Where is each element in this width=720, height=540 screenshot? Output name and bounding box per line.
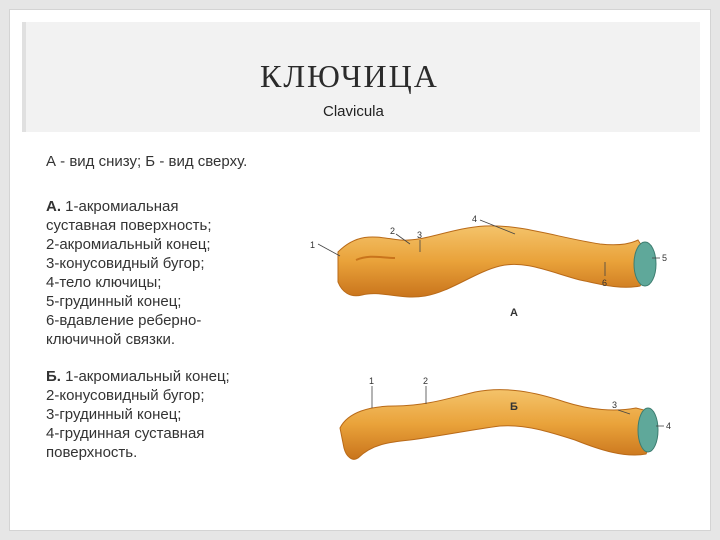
marker-a-4: 4	[472, 214, 478, 224]
clavicle-view-a	[310, 214, 667, 319]
block-a-letter: А.	[46, 198, 61, 215]
block-b	[46, 367, 311, 462]
marker-a-5: 5	[662, 253, 668, 263]
description-column	[46, 152, 311, 480]
marker-a-6: 6	[602, 278, 608, 288]
block-a-line: 3-конусовидный бугор;	[46, 255, 205, 272]
block-a-line: 4-тело ключицы;	[46, 274, 162, 291]
sternal-joint-a	[634, 242, 656, 286]
block-a-line: 6-вдавление реберно-	[46, 312, 202, 329]
slide	[9, 9, 711, 531]
sternal-joint-b	[638, 408, 658, 452]
marker-a-3: 3	[417, 230, 423, 240]
views-caption: А - вид снизу; Б - вид сверху.	[46, 153, 248, 170]
block-b-line: поверхность.	[46, 444, 138, 461]
view-a-label: А	[510, 307, 518, 319]
block-a-line: 1-акромиальная	[65, 198, 179, 215]
block-b-line: 1-акромиальный конец;	[65, 368, 230, 385]
block-a	[46, 197, 311, 349]
block-b-letter: Б.	[46, 368, 61, 385]
view-b-label: Б	[510, 401, 518, 413]
marker-b-4: 4	[666, 421, 672, 431]
marker-a-1: 1	[310, 240, 316, 250]
slide-subtitle: Clavicula	[323, 103, 384, 120]
marker-b-1: 1	[369, 376, 375, 386]
block-b-line: 4-грудинная суставная	[46, 425, 205, 442]
clavicle-figure	[300, 200, 680, 490]
marker-b-2: 2	[423, 376, 429, 386]
block-b-line: 2-конусовидный бугор;	[46, 387, 205, 404]
slide-title: КЛЮЧИЦА	[260, 58, 439, 94]
clavicle-view-b	[340, 376, 671, 459]
block-a-line: суставная поверхность;	[46, 217, 212, 234]
clavicle-illustration	[300, 200, 680, 490]
block-a-line: 5-грудинный конец;	[46, 293, 182, 310]
block-b-line: 3-грудинный конец;	[46, 406, 182, 423]
block-a-line: 2-акромиальный конец;	[46, 236, 211, 253]
marker-a-2: 2	[390, 226, 396, 236]
marker-b-3: 3	[612, 400, 618, 410]
block-a-line: ключичной связки.	[46, 331, 175, 348]
clavicle-bone-b	[340, 390, 653, 460]
